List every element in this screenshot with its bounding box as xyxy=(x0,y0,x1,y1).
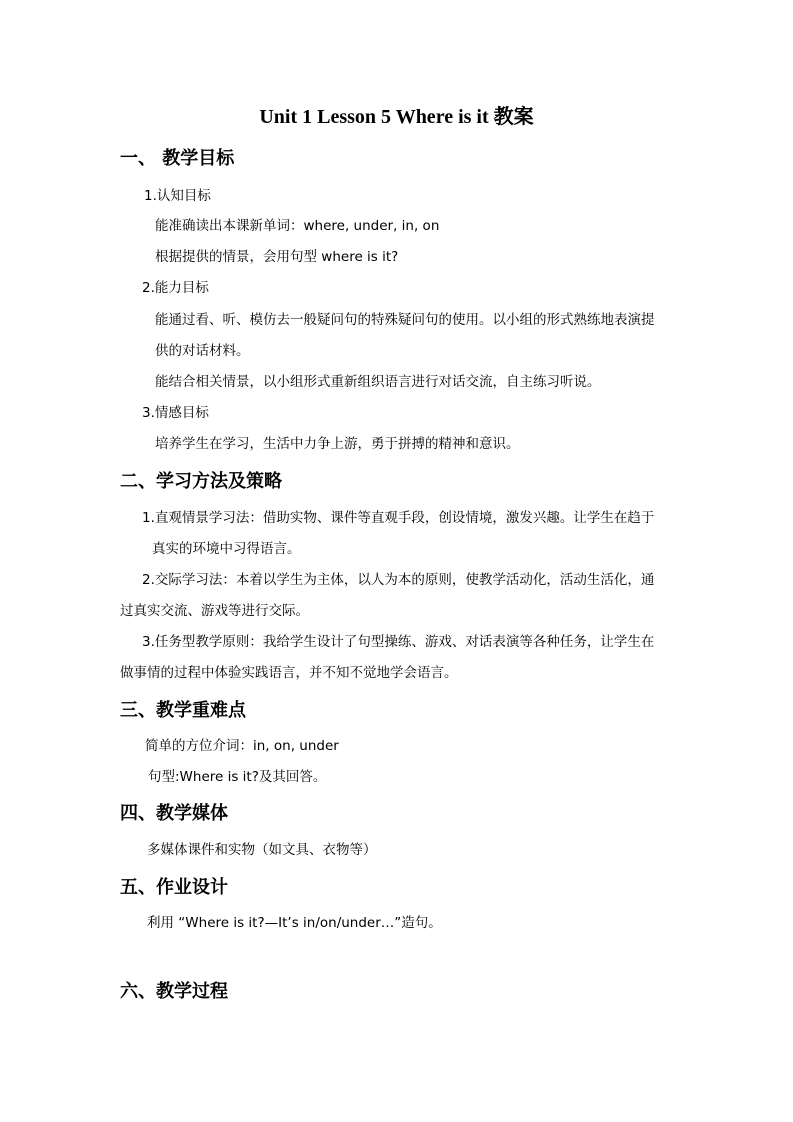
body-line: 能结合相关情景，以小组形式重新组织语言进行对话交流，自主练习听说。 xyxy=(155,374,601,390)
body-line: 能准确读出本课新单词：where, under, in, on xyxy=(155,218,440,234)
body-line: 3.情感目标 xyxy=(142,405,209,421)
section-heading-objectives: 一、 教学目标 xyxy=(120,148,235,169)
body-line: 3.任务型教学原则：我给学生设计了句型操练、游戏、对话表演等各种任务，让学生在 xyxy=(142,634,655,650)
body-line: 培养学生在学习，生活中力争上游，勇于拼搏的精神和意识。 xyxy=(155,436,520,452)
body-line: 简单的方位介词：in, on, under xyxy=(145,738,339,754)
section-heading-media: 四、教学媒体 xyxy=(120,803,228,824)
section-heading-methods: 二、学习方法及策略 xyxy=(120,471,282,492)
body-line: 能通过看、听、模仿去一般疑问句的特殊疑问句的使用。以小组的形式熟练地表演提 xyxy=(155,312,655,328)
body-line: 2.能力目标 xyxy=(142,280,209,296)
section-heading-key-points: 三、教学重难点 xyxy=(120,700,246,721)
body-line: 1.认知目标 xyxy=(144,188,211,204)
section-heading-homework: 五、作业设计 xyxy=(120,877,228,898)
body-line: 过真实交流、游戏等进行交际。 xyxy=(120,603,309,619)
body-line: 根据提供的情景，会用句型 where is it? xyxy=(155,249,399,265)
body-line: 供的对话材料。 xyxy=(155,343,250,359)
body-line: 2.交际学习法：本着以学生为主体，以人为本的原则，使教学活动化，活动生活化，通 xyxy=(142,572,655,588)
body-line: 做事情的过程中体验实践语言，并不知不觉地学会语言。 xyxy=(120,665,458,681)
document-title: Unit 1 Lesson 5 Where is it 教案 xyxy=(259,106,534,128)
body-line: 多媒体课件和实物（如文具、衣物等） xyxy=(147,842,377,858)
body-line: 1.直观情景学习法：借助实物、课件等直观手段，创设情境，激发兴趣。让学生在趋于 xyxy=(142,510,655,526)
body-line: 真实的环境中习得语言。 xyxy=(152,541,301,557)
body-line: 句型:Where is it?及其回答。 xyxy=(148,769,327,785)
body-line: 利用 “Where is it?—It’s in/on/under…”造句。 xyxy=(147,915,442,931)
section-heading-process: 六、教学过程 xyxy=(120,981,228,1002)
